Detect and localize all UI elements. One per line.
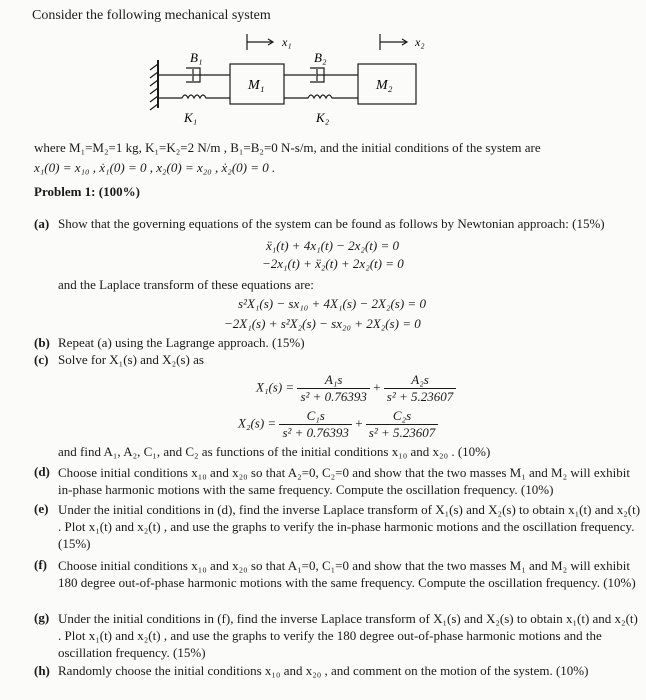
part-a-text: Show that the governing equations of the system can be found as follows by Newtonian approach: (15%) [58, 216, 605, 231]
part-e-label: (e) [34, 501, 49, 516]
problem-heading: Problem 1: (100%) [34, 184, 140, 199]
x2s-term-2: $\frac{\text{C₂s}}{\text{s² + 5.23607}}$ [366, 408, 438, 441]
x1s-plus: + [373, 379, 381, 395]
part-e-text: Under the initial conditions in (d), find the inverse Laplace transform of X₁(s) and X₂(s) to obtain x₁(t) and x₂(t) . Plot x₁(t) and x₂(t) , and use the graphs to verify the in-phase harmonic motions and the oscillation frequency. (15%) [58, 502, 641, 551]
b1-label: B₁ [190, 50, 203, 65]
x1-label: x₁ [282, 35, 292, 49]
part-b-text: Repeat (a) using the Lagrange approach. (15%) [58, 335, 305, 350]
laplace-equation-1: s²X₁(s) − sx₁₀ + 4X₁(s) − 2X₂(s) = 0 [238, 296, 426, 311]
page-title: Consider the following mechanical system [32, 8, 271, 23]
parameters-line: where M₁=M₂=1 kg, K₁=K₂=2 N/m , B₁=B₂=0 N-s/m, and the initial conditions of the system are [34, 140, 541, 155]
part-f-label: (f) [34, 557, 47, 572]
part-d-text: Choose initial conditions x₁₀ and x₂₀ so that A₂=0, C₂=0 and show that the two masses M₁ and M₂ will exhibit in-phase harmonic motions with the same frequency. Compute the oscillation frequency. (10%) [58, 465, 630, 497]
x2-label: x₂ [415, 35, 425, 49]
x2s-equation [238, 408, 438, 441]
part-b-label: (b) [34, 335, 50, 350]
x1s-lhs: X₁(s) = [256, 379, 295, 395]
part-a-label: (a) [34, 216, 50, 231]
laplace-intro: and the Laplace transform of these equations are: [58, 277, 314, 292]
k2-label: K₂ [316, 110, 330, 125]
k1-label: K₁ [184, 110, 198, 125]
part-c-label: (c) [34, 352, 49, 367]
x2s-plus: + [355, 415, 363, 431]
part-c-text: Solve for X₁(s) and X₂(s) as [58, 352, 204, 367]
x2s-term-1: $\frac{\text{C₁s}}{\text{s² + 0.76393}}$ [279, 408, 351, 441]
initial-conditions-line: x₁(0) = x₁₀ , ẋ₁(0) = 0 , x₂(0) = x₂₀ , ẋ₂(0) = 0 . [34, 160, 276, 175]
x2s-lhs: X₂(s) = [238, 415, 277, 431]
part-h-text: Randomly choose the initial conditions x₁₀ and x₂₀ , and comment on the motion of the system. (10%) [58, 663, 589, 678]
part-h-label: (h) [34, 663, 50, 678]
governing-equation-2: −2x₁(t) + ẍ₂(t) + 2x₂(t) = 0 [262, 256, 404, 271]
part-d-label: (d) [34, 464, 50, 479]
governing-equation-1: ẍ₁(t) + 4x₁(t) − 2x₂(t) = 0 [266, 238, 399, 253]
part-c-tail: and find A₁, A₂, C₁, and C₂ as functions of the initial conditions x₁₀ and x₂₀ . (10%) [58, 444, 491, 459]
x1s-equation [256, 372, 456, 405]
x1s-term-1: $\frac{\text{A₁s}}{\text{s² + 0.76393}}$ [297, 372, 369, 405]
b2-label: B₂ [314, 50, 327, 65]
m2-label: M₂ [376, 78, 393, 93]
mechanical-system-diagram [140, 30, 440, 132]
part-f-text: Choose initial conditions x₁₀ and x₂₀ so that A₁=0, C₁=0 and show that the two masses M₁ and M₂ will exhibit 180 degree out-of-phase harmonic motions with the same frequency. Compute the oscillation frequency. (10%) [58, 558, 636, 590]
part-g-label: (g) [34, 610, 50, 625]
laplace-equation-2: −2X₁(s) + s²X₂(s) − sx₂₀ + 2X₂(s) = 0 [224, 316, 421, 331]
x1s-term-2: $\frac{\text{A₂s}}{\text{s² + 5.23607}}$ [384, 372, 456, 405]
m1-label: M₁ [248, 78, 265, 93]
part-g-text: Under the initial conditions in (f), find the inverse Laplace transform of X₁(s) and X₂(s) to obtain x₁(t) and x₂(t) . Plot x₁(t) and x₂(t) , and use the graphs to verify the 180 degree out-of-phase harmonic motions and the oscillation frequency. (15%) [58, 611, 638, 660]
